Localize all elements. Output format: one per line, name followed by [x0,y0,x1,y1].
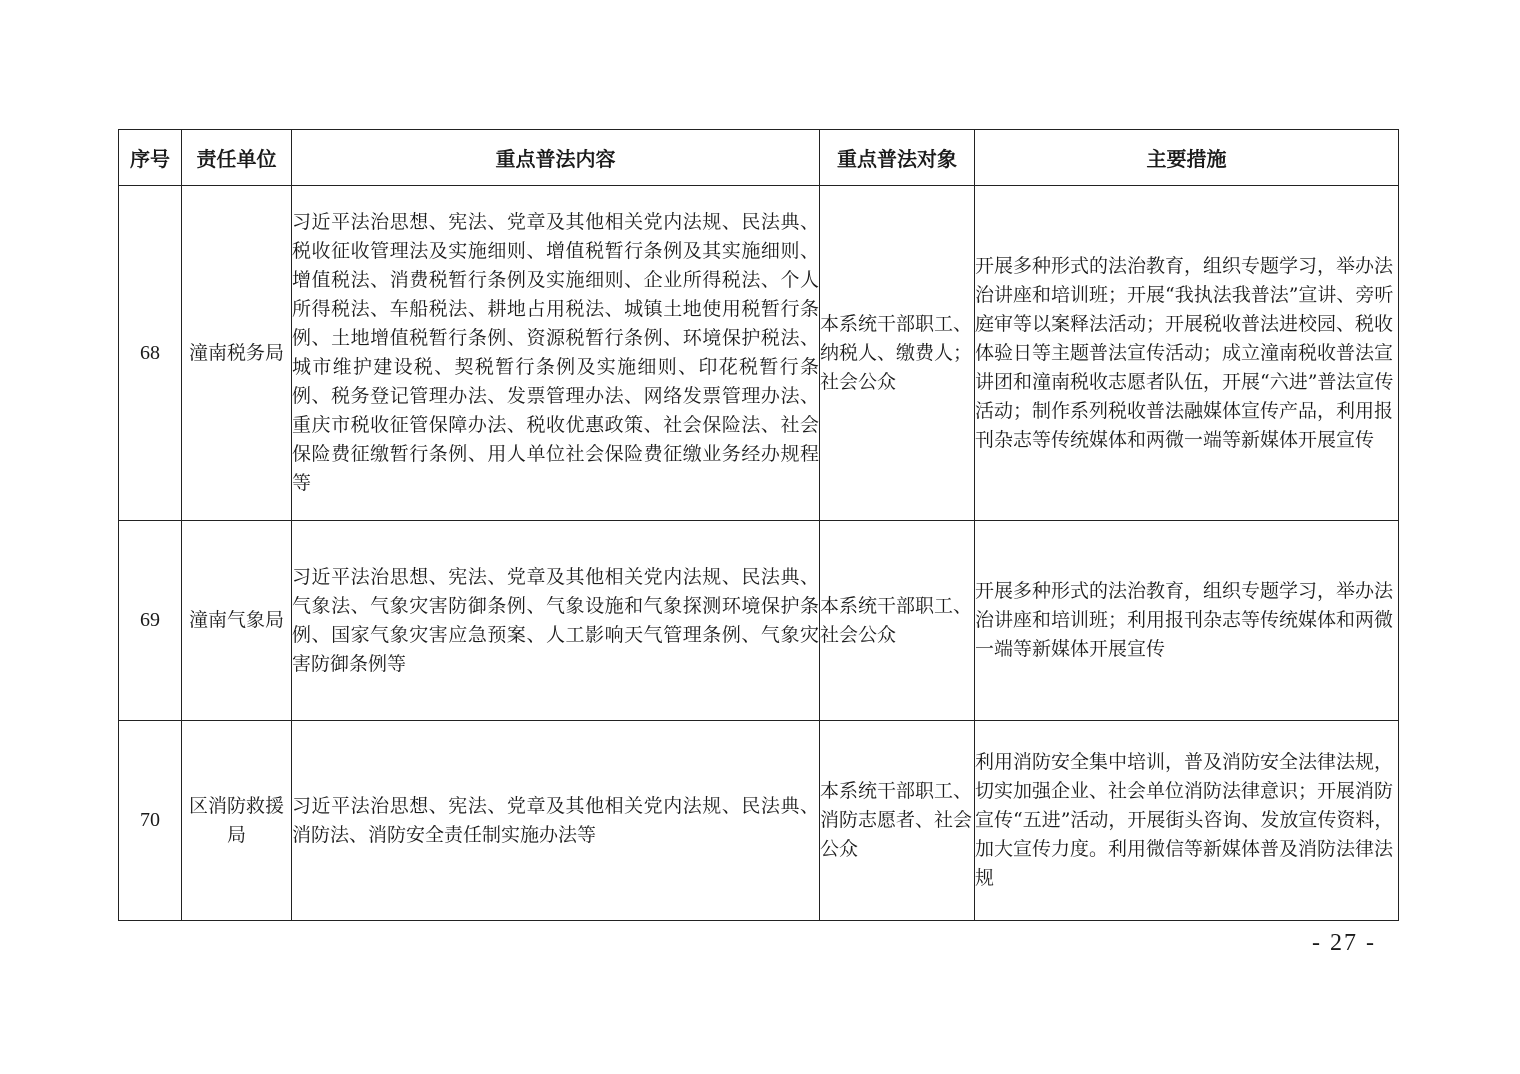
row-key-content: 习近平法治思想、宪法、党章及其他相关党内法规、民法典、气象法、气象灾害防御条例、气象设施和气象探测环境保护条例、国家气象灾害应急预案、人工影响天气管理条例、气象灾害防御条例等 [292,521,820,721]
row-responsible-unit: 潼南税务局 [182,186,292,521]
law-publicity-table [118,129,1399,921]
row-main-measures: 开展多种形式的法治教育，组织专题学习，举办法治讲座和培训班；开展“我执法我普法”宣讲、旁听庭审等以案释法活动；开展税收普法进校园、税收体验日等主题普法宣传活动；成立潼南税收普法宣讲团和潼南税收志愿者队伍，开展“六进”普法宣传活动；制作系列税收普法融媒体宣传产品，利用报刊杂志等传统媒体和两微一端等新媒体开展宣传 [975,186,1399,521]
header-serial-number: 序号 [119,130,182,186]
row-key-content: 习近平法治思想、宪法、党章及其他相关党内法规、民法典、消防法、消防安全责任制实施办法等 [292,721,820,921]
row-main-measures: 利用消防安全集中培训，普及消防安全法律法规，切实加强企业、社会单位消防法律意识；开展消防宣传“五进”活动，开展街头咨询、发放宣传资料，加大宣传力度。利用微信等新媒体普及消防法律法规 [975,721,1399,921]
row-key-content: 习近平法治思想、宪法、党章及其他相关党内法规、民法典、税收征收管理法及实施细则、增值税暂行条例及其实施细则、增值税法、消费税暂行条例及实施细则、企业所得税法、个人所得税法、车船税法、耕地占用税法、城镇土地使用税暂行条例、土地增值税暂行条例、资源税暂行条例、环境保护税法、城市维护建设税、契税暂行条例及实施细则、印花税暂行条例、税务登记管理办法、发票管理办法、网络发票管理办法、重庆市税收征管保障办法、税收优惠政策、社会保险法、社会保险费征缴暂行条例、用人单位社会保险费征缴业务经办规程等 [292,186,820,521]
page-number: - 27 - [1312,930,1376,956]
row-serial-number: 68 [119,186,182,521]
table-row [119,721,1399,921]
header-responsible-unit: 责任单位 [182,130,292,186]
row-serial-number: 69 [119,521,182,721]
row-responsible-unit: 区消防救援局 [182,721,292,921]
header-key-target: 重点普法对象 [820,130,975,186]
header-key-content: 重点普法内容 [292,130,820,186]
header-main-measures: 主要措施 [975,130,1399,186]
row-responsible-unit: 潼南气象局 [182,521,292,721]
row-main-measures: 开展多种形式的法治教育，组织专题学习，举办法治讲座和培训班；利用报刊杂志等传统媒体和两微一端等新媒体开展宣传 [975,521,1399,721]
row-serial-number: 70 [119,721,182,921]
row-key-target: 本系统干部职工、纳税人、缴费人；社会公众 [820,186,975,521]
row-key-target: 本系统干部职工、消防志愿者、社会公众 [820,721,975,921]
row-key-target: 本系统干部职工、社会公众 [820,521,975,721]
table-header-row [119,130,1399,186]
table-row [119,186,1399,521]
table-row [119,521,1399,721]
